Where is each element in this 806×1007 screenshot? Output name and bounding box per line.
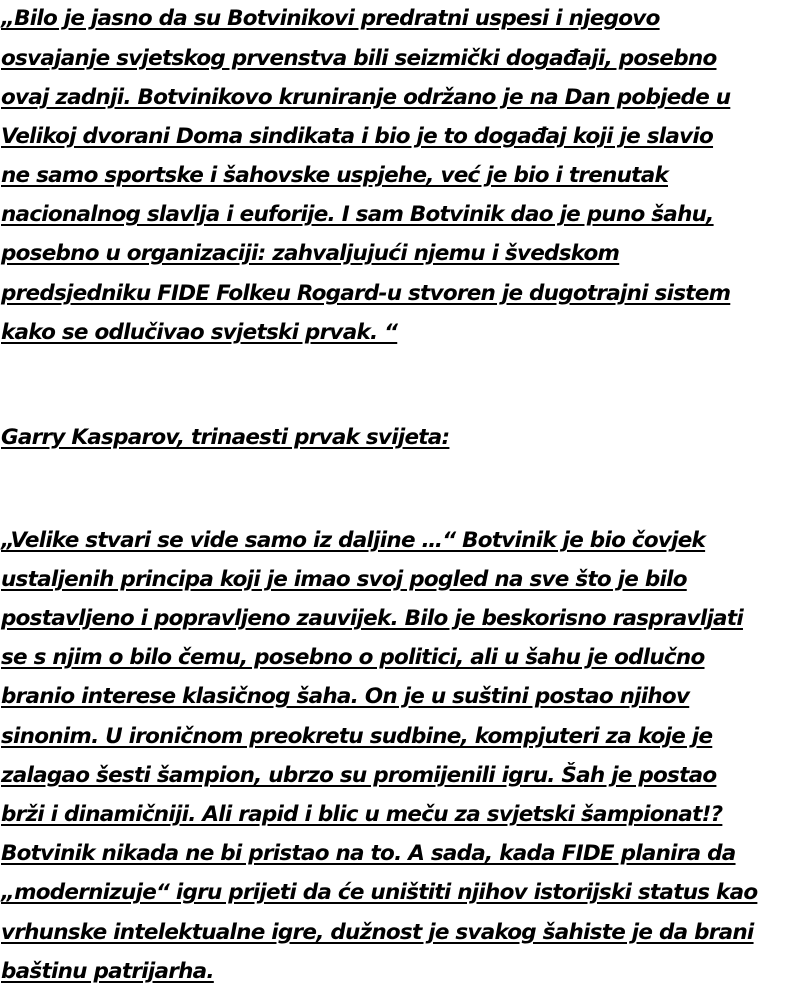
paragraph-1-line-1: „Bilo je jasno da su Botvinikovi predratni uspesi i njegovo [1, 6, 660, 31]
paragraph-2-line-10: „modernizuje“ igru prijeti da će uništiti njihov istorijski status kao [1, 880, 758, 905]
paragraph-2-line-7: zalagao šesti šampion, ubrzo su promijenili igru. Šah je postao [1, 763, 717, 788]
paragraph-2-line-5: branio interese klasičnog šaha. On je u suštini postao njihov [1, 684, 690, 709]
paragraph-1-line-7: posebno u organizaciji: zahvaljujući njemu i švedskom [1, 241, 620, 266]
paragraph-2-line-6: sinonim. U ironičnom preokretu sudbine, kompjuteri za koje je [1, 724, 713, 749]
paragraph-1-line-2: osvajanje svjetskog prvenstva bili seizmički događaji, posebno [1, 46, 717, 71]
paragraph-1-line-4: Velikoj dvorani Doma sindikata i bio je to događaj koji je slavio [1, 124, 714, 149]
attribution-heading: Garry Kasparov, trinaesti prvak svijeta: [1, 425, 450, 450]
paragraph-1-line-5: ne samo sportske i šahovske uspjehe, već je bio i trenutak [1, 163, 668, 188]
paragraph-1-line-3: ovaj zadnji. Botvinikovo kruniranje održano je na Dan pobjede u [1, 85, 731, 110]
paragraph-2-line-8: brži i dinamičniji. Ali rapid i blic u meču za svjetski šampionat!? [1, 802, 723, 827]
paragraph-2-line-4: se s njim o bilo čemu, posebno o politici, ali u šahu je odlučno [1, 645, 705, 670]
paragraph-1-line-8: predsjedniku FIDE Folkeu Rogard-u stvoren je dugotrajni sistem [1, 281, 731, 306]
paragraph-2-line-1: „Velike stvari se vide samo iz daljine …“ Botvinik je bio čovjek [1, 528, 706, 553]
paragraph-1-line-6: nacionalnog slavlja i euforije. I sam Botvinik dao je puno šahu, [1, 202, 714, 227]
paragraph-2-line-9: Botvinik nikada ne bi pristao na to. A sada, kada FIDE planira da [1, 841, 736, 866]
paragraph-1-line-9: kako se odlučivao svjetski prvak. “ [1, 320, 398, 345]
paragraph-2-line-11: vrhunske intelektualne igre, dužnost je svakog šahiste je da brani [1, 920, 754, 945]
paragraph-2-line-3: postavljeno i popravljeno zauvijek. Bilo je beskorisno raspravljati [1, 606, 743, 631]
paragraph-2-line-12: baštinu patrijarha. [1, 959, 214, 984]
paragraph-2-line-2: ustaljenih principa koji je imao svoj pogled na sve što je bilo [1, 567, 687, 592]
